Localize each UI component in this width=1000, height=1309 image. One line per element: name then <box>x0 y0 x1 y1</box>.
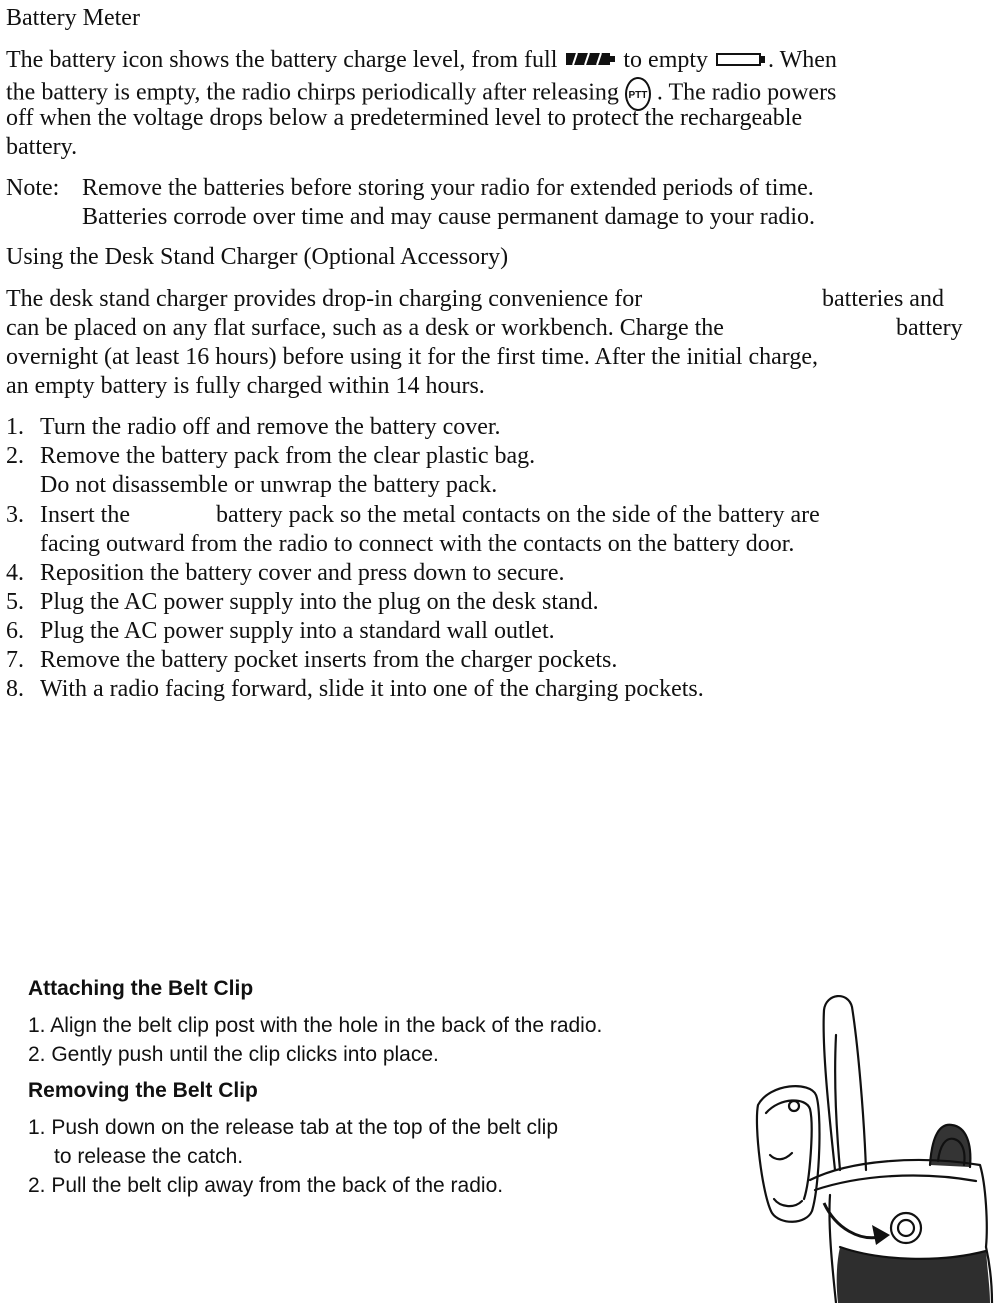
step-text: battery pack so the metal contacts on the side of the battery are <box>216 502 820 528</box>
step-text: Plug the AC power supply into a standard wall outlet. <box>40 618 555 644</box>
note-line-1: Remove the batteries before storing your radio for extended periods of time. <box>82 175 814 201</box>
step-number: 2. <box>6 443 24 469</box>
battery-full-icon <box>563 49 617 73</box>
attach-step: 1. Align the belt clip post with the hole in the back of the radio. <box>28 1014 603 1037</box>
step-number: 8. <box>6 676 24 702</box>
step-text: With a radio facing forward, slide it into one of the charging pockets. <box>40 676 704 702</box>
desk-stand-line-3: overnight (at least 16 hours) before using it for the first time. After the initial charge, <box>6 344 818 370</box>
remove-step: 1. Push down on the release tab at the top of the belt clip <box>28 1116 559 1139</box>
step-text: Insert the <box>40 502 130 528</box>
desk-stand-line-2a: can be placed on any flat surface, such as a desk or workbench. Charge the <box>6 315 724 341</box>
desk-stand-line-1a: The desk stand charger provides drop-in charging convenience for <box>6 286 643 312</box>
step-number: 6. <box>6 618 24 644</box>
battery-meter-line-2: the battery is empty, the radio chirps periodically after releasing PTT . The radio powers <box>6 77 836 111</box>
remove-step: to release the catch. <box>54 1145 244 1168</box>
step-text: Reposition the battery cover and press down to secure. <box>40 560 565 586</box>
battery-meter-heading: Battery Meter <box>6 5 140 31</box>
desk-stand-line-2b: battery <box>896 315 963 341</box>
note-line-2: Batteries corrode over time and may cause permanent damage to your radio. <box>82 204 816 230</box>
battery-meter-line-1: The battery icon shows the battery charge level, from full to empty . When <box>6 47 837 73</box>
note-label: Note: <box>6 175 60 201</box>
step-number: 4. <box>6 560 24 586</box>
battery-meter-line-4: battery. <box>6 134 78 160</box>
desk-stand-heading: Using the Desk Stand Charger (Optional Accessory) <box>6 244 509 270</box>
step-text: facing outward from the radio to connect with the contacts on the battery door. <box>40 531 795 557</box>
battery-empty-icon <box>714 49 768 73</box>
step-text: Remove the battery pocket inserts from the charger pockets. <box>40 647 618 673</box>
remove-belt-clip-heading: Removing the Belt Clip <box>28 1079 258 1102</box>
desk-stand-line-1b: batteries and <box>822 286 944 312</box>
radio-belt-clip-illustration <box>740 985 996 1303</box>
step-text: Plug the AC power supply into the plug on the desk stand. <box>40 589 599 615</box>
step-number: 7. <box>6 647 24 673</box>
ptt-button-icon: PTT <box>625 77 651 111</box>
step-text: Do not disassemble or unwrap the battery pack. <box>40 472 498 498</box>
step-number: 5. <box>6 589 24 615</box>
step-text: Remove the battery pack from the clear plastic bag. <box>40 443 536 469</box>
attach-belt-clip-heading: Attaching the Belt Clip <box>28 977 254 1000</box>
step-number: 1. <box>6 414 24 440</box>
battery-meter-line-3: off when the voltage drops below a predetermined level to protect the rechargeable <box>6 105 803 131</box>
step-text: Turn the radio off and remove the battery cover. <box>40 414 501 440</box>
desk-stand-line-4: an empty battery is fully charged within 14 hours. <box>6 373 485 399</box>
step-number: 3. <box>6 502 24 528</box>
remove-step: 2. Pull the belt clip away from the back of the radio. <box>28 1174 504 1197</box>
attach-step: 2. Gently push until the clip clicks into place. <box>28 1043 439 1066</box>
